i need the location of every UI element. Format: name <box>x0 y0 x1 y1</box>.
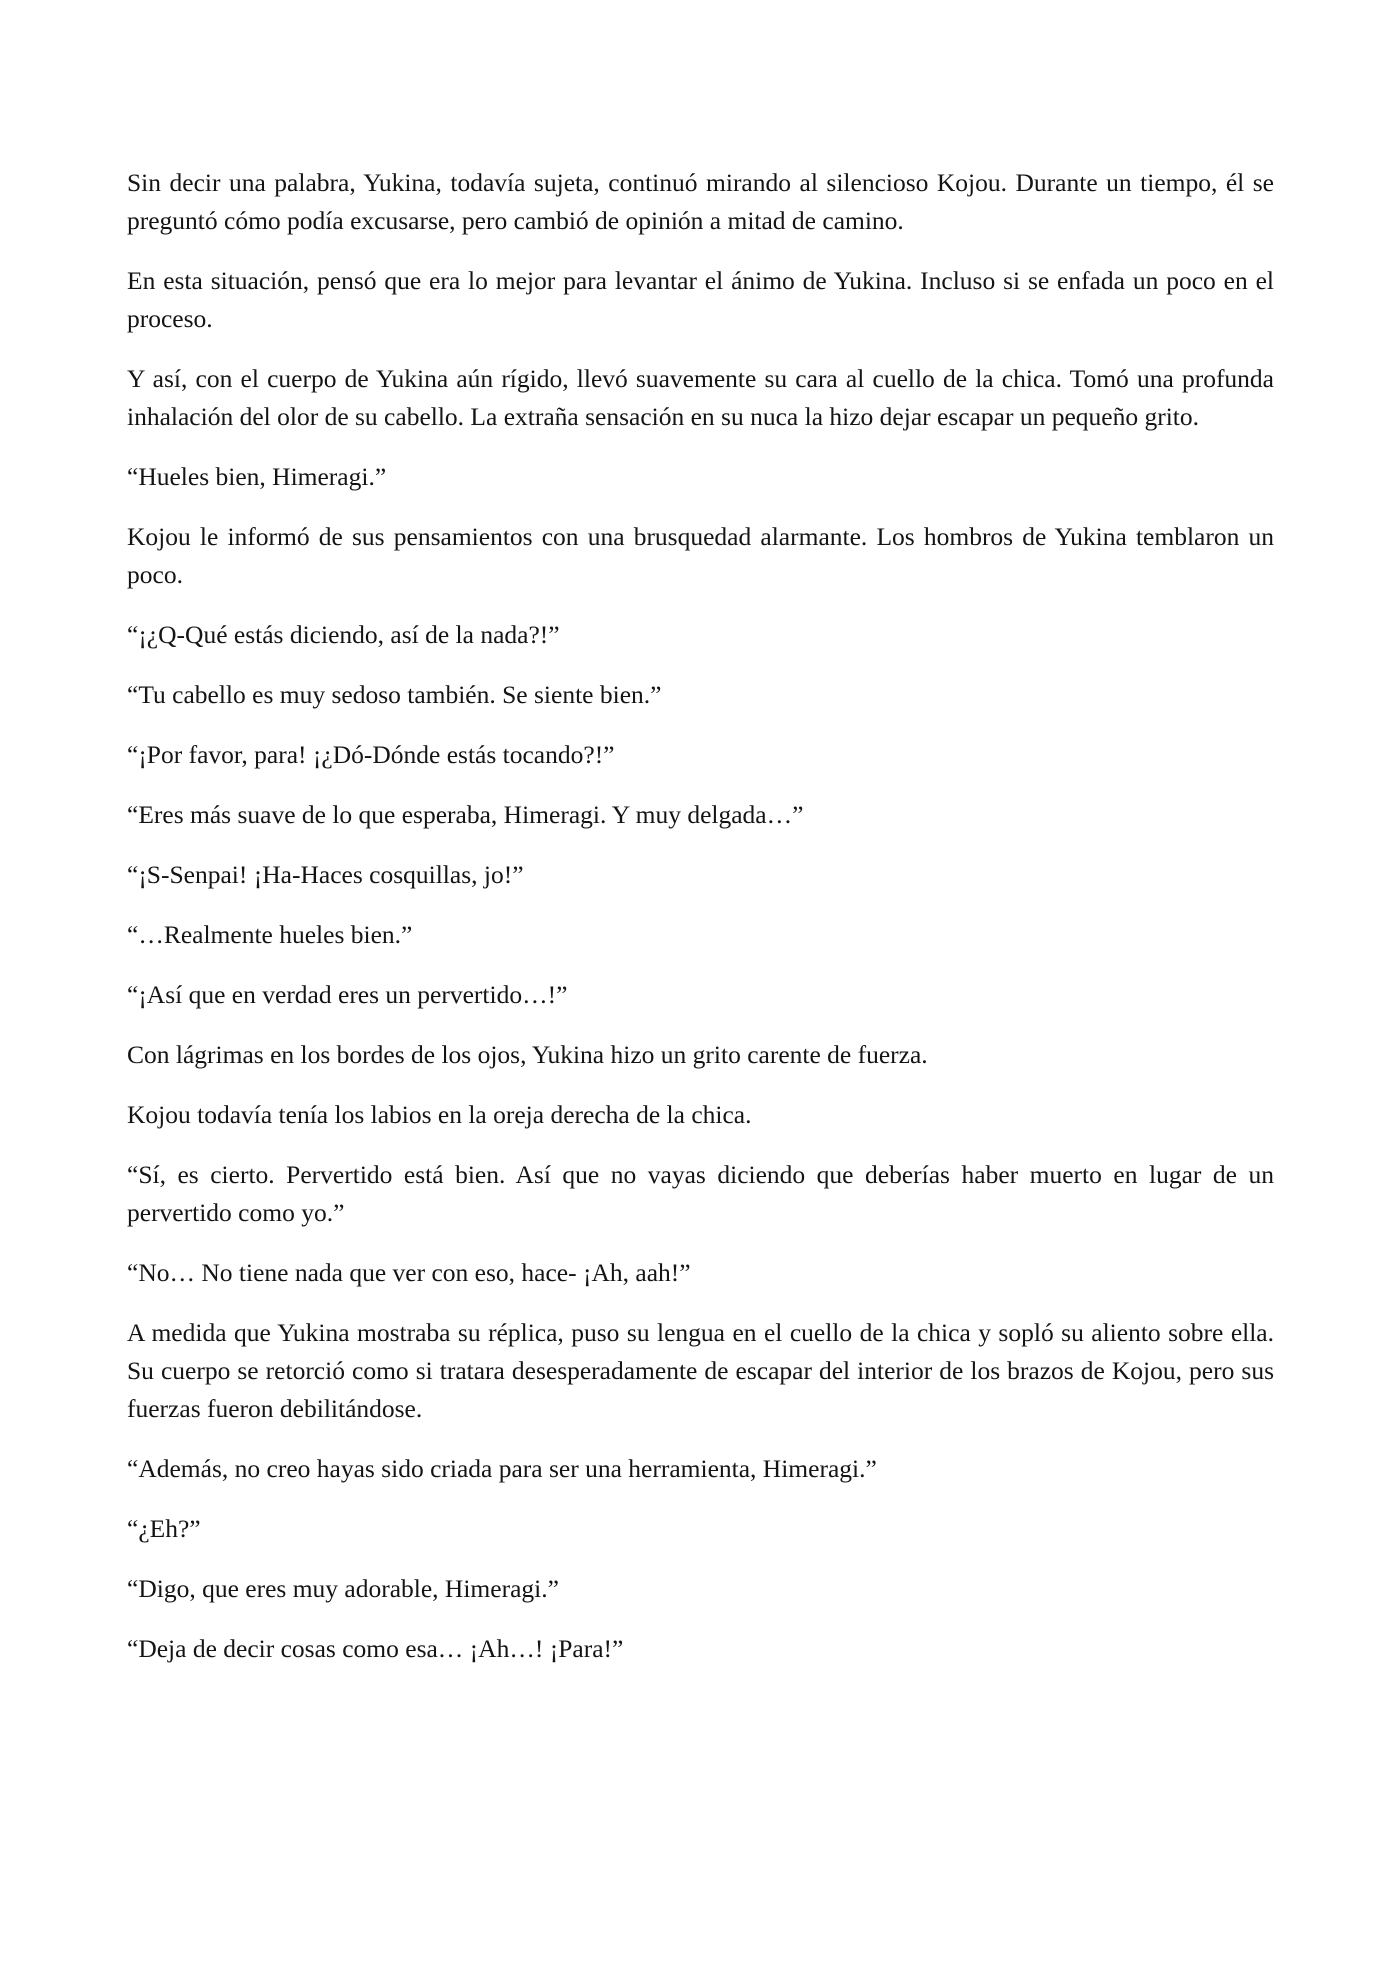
dialogue-line: “¡Por favor, para! ¡¿Dó-Dónde estás tocando?!” <box>127 740 615 769</box>
paragraph: Sin decir una palabra, Yukina, todavía sujeta, continuó mirando al silencioso Kojou. Durante un tiempo, él se preguntó cómo podía excusarse, pero cambió de opinión a mitad de camino. <box>127 168 1274 235</box>
paragraph: Con lágrimas en los bordes de los ojos, Yukina hizo un grito carente de fuerza. <box>127 1040 928 1069</box>
document-page <box>127 164 1274 1690</box>
dialogue-line: “¡Así que en verdad eres un pervertido…!” <box>127 980 568 1009</box>
paragraph: Kojou le informó de sus pensamientos con una brusquedad alarmante. Los hombros de Yukina temblaron un poco. <box>127 522 1274 589</box>
dialogue-line: “Además, no creo hayas sido criada para ser una herramienta, Himeragi.” <box>127 1454 877 1483</box>
paragraph: En esta situación, pensó que era lo mejor para levantar el ánimo de Yukina. Incluso si se enfada un poco en el proceso. <box>127 266 1274 333</box>
dialogue-line: “Digo, que eres muy adorable, Himeragi.” <box>127 1574 559 1603</box>
paragraph: A medida que Yukina mostraba su réplica, puso su lengua en el cuello de la chica y sopló su aliento sobre ella. Su cuerpo se retorció como si tratara desesperadamente de escapar del interior de los brazos de Kojou, pero sus fuerzas fueron debilitándose. <box>127 1318 1274 1423</box>
dialogue-line: “Deja de decir cosas como esa… ¡Ah…! ¡Para!” <box>127 1634 624 1663</box>
dialogue-line: “¿Eh?” <box>127 1514 201 1543</box>
paragraph: Y así, con el cuerpo de Yukina aún rígido, llevó suavemente su cara al cuello de la chica. Tomó una profunda inhalación del olor de su cabello. La extraña sensación en su nuca la hizo dejar escapar un pequeño grito. <box>127 364 1274 431</box>
paragraph: Kojou todavía tenía los labios en la oreja derecha de la chica. <box>127 1100 752 1129</box>
dialogue-line: “Eres más suave de lo que esperaba, Himeragi. Y muy delgada…” <box>127 800 804 829</box>
dialogue-line: “…Realmente hueles bien.” <box>127 920 413 949</box>
dialogue-line: “No… No tiene nada que ver con eso, hace- ¡Ah, aah!” <box>127 1258 691 1287</box>
dialogue-line: “Sí, es cierto. Pervertido está bien. Así que no vayas diciendo que deberías haber muerto en lugar de un pervertido como yo.” <box>127 1160 1274 1227</box>
dialogue-line: “Hueles bien, Himeragi.” <box>127 462 387 491</box>
dialogue-line: “¡¿Q-Qué estás diciendo, así de la nada?!” <box>127 620 560 649</box>
dialogue-line: “¡S-Senpai! ¡Ha-Haces cosquillas, jo!” <box>127 860 524 889</box>
dialogue-line: “Tu cabello es muy sedoso también. Se siente bien.” <box>127 680 662 709</box>
